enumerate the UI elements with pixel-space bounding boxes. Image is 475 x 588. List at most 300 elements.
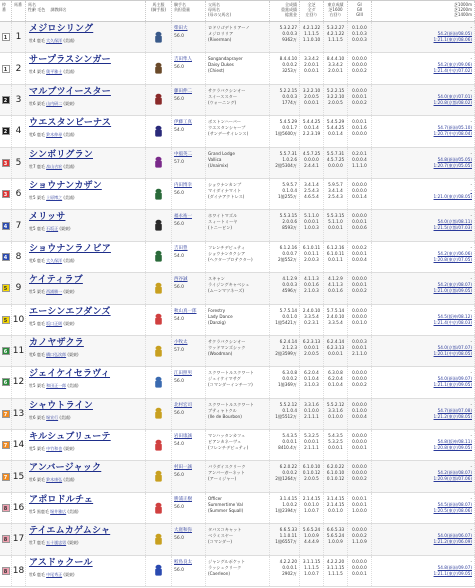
jockey-silks-icon <box>153 282 164 295</box>
surface-record-cell <box>300 53 324 83</box>
sire-name: Grand Lodge <box>208 150 235 156</box>
best-1400-link[interactable]: 1:20.8(東京/07.05) <box>433 256 472 262</box>
waku-badge: 8 <box>2 535 10 543</box>
best-1000: - <box>470 370 472 376</box>
g1-record: 0.0.0.0 <box>352 307 367 313</box>
best-1400-link[interactable]: 1:21.2(東京/08.05) <box>433 413 472 419</box>
best-time-cell <box>372 399 475 429</box>
horse-number: 6 <box>12 179 26 209</box>
trainer-link[interactable]: 奥平雅士 <box>46 69 63 75</box>
horse-name-cell <box>26 461 146 491</box>
header-pedigree <box>206 1 270 21</box>
best-1200-link[interactable]: 54.0(新潟/09.07) <box>437 376 472 382</box>
pedigree-cell <box>206 22 270 52</box>
pedigree-cell <box>206 148 270 178</box>
turf-record: 3.1.1.15 <box>302 558 321 564</box>
best-1400-link[interactable]: 1:20.8(京都/08.02) <box>433 99 472 105</box>
trainer-link[interactable]: 大久保洋 <box>46 257 63 263</box>
best-1200-link[interactable]: 54.7(新潟/07.08) <box>437 407 472 413</box>
trainer-region: (美浦) <box>63 163 75 169</box>
silks-cell <box>146 148 172 178</box>
horse-row <box>0 85 475 116</box>
course-record-cell <box>324 305 348 335</box>
header-ped-line3: (母の父馬名) <box>208 12 232 17</box>
header-rec-line2: 重賞成績 <box>281 7 297 12</box>
dirt-record: 1.0.0.9 <box>304 533 319 539</box>
total-earnings: 1億5600万 <box>275 131 297 137</box>
header-name-line1: 馬名 <box>28 2 36 7</box>
header-name-line2: 性齢 毛色 調教師名 <box>28 7 67 12</box>
grade-record-cell <box>348 305 372 335</box>
horse-number: 11 <box>12 336 26 366</box>
trainer-link[interactable]: 石坂正 <box>46 226 59 232</box>
horse-name-link[interactable]: メリッサ <box>29 212 66 223</box>
overall-record: 4.1.2.9 <box>282 276 297 282</box>
dam-name: Lady Dance <box>208 313 233 319</box>
left-turn-record: 2.1.0.3 <box>304 288 319 294</box>
best-1200-link[interactable]: 54.5(新潟/08.07) <box>437 501 472 507</box>
jockey-link[interactable]: 江田照男 <box>174 371 192 377</box>
turf-record: 5.3.2.5 <box>304 433 319 439</box>
course-record-cell <box>324 179 348 209</box>
best-time-cell <box>372 53 475 83</box>
right-turn-record: 2.5.4.3 <box>328 193 343 199</box>
jockey-cell <box>172 524 206 554</box>
graded-record: 0.1.0.4 <box>282 187 297 193</box>
jockey-link[interactable]: 鮫島良太 <box>174 559 192 565</box>
left-turn-record: 3.1.0.3 <box>304 382 319 388</box>
waku-badge: 3 <box>2 159 10 167</box>
horse-name-link[interactable]: キルシュブリューテ <box>29 432 111 443</box>
horse-sub-info <box>29 101 142 106</box>
jockey-link[interactable]: 吉田隼人 <box>174 57 192 63</box>
g1-record: 0.0.0.0 <box>352 56 367 62</box>
total-earnings: 3253万 <box>282 68 297 74</box>
damsire-name: (アーミジャー) <box>208 476 237 482</box>
surface-record-cell <box>300 305 324 335</box>
horse-name-link[interactable]: アスドゥクール <box>29 557 93 568</box>
turf1600-record: 5.4.4.25 <box>326 125 345 131</box>
best-1400-link[interactable]: 1:21.0(東京/08.05) <box>433 193 472 199</box>
horse-name-link[interactable]: ウエスタンビーナス <box>29 118 112 129</box>
best-time-cell <box>372 116 475 146</box>
header-name <box>26 1 146 21</box>
left-turn-record: 2.0.0.5 <box>304 476 319 482</box>
horse-name-link[interactable]: アンバージャック <box>29 463 102 474</box>
pedigree-cell <box>206 242 270 272</box>
header-ped-line1: 父馬名 <box>208 2 220 7</box>
course-record-cell <box>324 461 348 491</box>
course-record-cell <box>324 116 348 146</box>
jockey-silks-icon <box>153 502 164 515</box>
jockey-silks-icon <box>153 125 164 138</box>
best-1400-link[interactable]: 1:21.0(京都/09.05) <box>433 288 472 294</box>
damsire-name: (サンデーサイレンス) <box>208 131 249 137</box>
horse-sex-age-color: 牡6 栗毛 <box>29 477 45 483</box>
horse-row <box>0 242 475 273</box>
best-1200-link[interactable]: 54.2(新潟/08.05) <box>437 31 472 36</box>
best-1400-link[interactable]: 1:21.1(東京/09.05) <box>433 570 472 576</box>
jockey-link[interactable]: 柴田大 <box>174 26 188 31</box>
horse-number: 16 <box>12 493 26 523</box>
horse-number: 2 <box>12 53 26 83</box>
sire-name: Songandaprayer <box>208 56 243 62</box>
best-time-cell <box>372 242 475 272</box>
best-1200-link[interactable]: 54.8(阪神/08.11) <box>437 439 472 445</box>
best-1200-link[interactable]: 54.0(京都/07.07) <box>437 344 472 350</box>
turf-record: 5.1.1.0 <box>304 213 319 219</box>
silks-cell <box>146 336 172 366</box>
jockey-link[interactable]: 伊藤工真 <box>174 120 192 126</box>
header-surface <box>300 1 324 21</box>
carried-weight: 56.0 <box>174 410 185 416</box>
best-1200-link[interactable]: 54.8(新潟/05.05) <box>437 156 472 162</box>
trainer-link[interactable]: 鈴木伸尋 <box>46 132 63 138</box>
jockey-link[interactable]: 福永祐一 <box>174 214 192 220</box>
horse-name-link[interactable]: メジロシリング <box>29 24 94 34</box>
trainer-link[interactable]: 中竹和也 <box>46 446 63 452</box>
best-1200-link[interactable]: 54.7(新潟/05.10) <box>437 125 472 131</box>
g1-record: 0.0.0.0 <box>352 87 367 93</box>
overall-record: 6.6.5.33 <box>279 527 297 533</box>
graded-record: 1.0.2.6 <box>282 156 297 162</box>
horse-name-cell <box>26 367 146 397</box>
horse-sub-info <box>29 572 142 577</box>
best-1400-link[interactable]: 1:21.2(東京/06.09) <box>433 539 472 545</box>
dirt-record: 3.3.5.4 <box>304 313 319 319</box>
horse-name-link[interactable]: アポロドルチェ <box>29 494 94 505</box>
horse-name-link[interactable]: ショウナンカザン <box>29 180 102 191</box>
horse-name-link[interactable]: サープラスシンガー <box>29 55 111 66</box>
dirt-record: 2.0.0.5 <box>304 93 319 99</box>
jockey-link[interactable]: 村田一誠 <box>174 465 192 471</box>
jockey-link[interactable]: 大庭和弥 <box>174 528 192 534</box>
best-1200-link[interactable]: 54.0(京都/08.11) <box>437 219 472 225</box>
pedigree-cell <box>206 305 270 335</box>
jockey-cell <box>172 399 206 429</box>
turf-record: 3.2.2.10 <box>302 87 321 93</box>
horse-row <box>0 116 475 147</box>
jockey-cell <box>172 556 206 586</box>
waku-badge: 4 <box>2 222 10 230</box>
waku-badge: 8 <box>2 504 10 512</box>
best-1400-link[interactable]: 1:21.5(京都/07.03) <box>433 225 472 231</box>
waku-badge: 5 <box>2 284 10 292</box>
turf1600-record: 3.1.1.15 <box>326 564 345 570</box>
grade-record-cell <box>348 556 372 586</box>
jockey-cell <box>172 242 206 272</box>
best-1400-link[interactable]: 1:20.5(東京/08.06) <box>433 507 472 513</box>
horse-number: 5 <box>12 148 26 178</box>
turf1600-record: 6.2.0.4 <box>328 376 343 382</box>
best-1200-link[interactable]: 54.2(東京/06.06) <box>437 250 472 256</box>
left-turn-record: 4.6.5.4 <box>304 193 319 199</box>
horse-name-link[interactable]: カノヤザクラ <box>29 337 84 348</box>
dirt-record: 0.1.0.0 <box>304 407 319 413</box>
silks-cell <box>146 85 172 115</box>
graded-record: 0.0.0.3 <box>282 31 297 36</box>
overall-record-cell <box>270 210 300 240</box>
tokyo-record: 5.5.2.12 <box>326 401 345 407</box>
right-turn-record: 0.0.0.1 <box>328 350 343 356</box>
best-1400-link[interactable]: 1:21.1(東京/08.06) <box>433 37 472 42</box>
jockey-link[interactable]: 秋山真一郎 <box>174 308 197 314</box>
g1-record: 0.2.0.1 <box>352 150 367 156</box>
trainer-link[interactable]: 鈴木康弘 <box>46 477 63 483</box>
turf-record: 6.2.0.4 <box>304 370 319 376</box>
trainer-region: (栗東) <box>59 226 71 232</box>
trainer-link[interactable]: 堀宣行 <box>46 414 59 420</box>
jockey-link[interactable]: 中舘英二 <box>174 151 192 157</box>
best-1200-link[interactable]: 54.5(阪神/08.12) <box>437 313 472 319</box>
best-1000: - <box>470 119 472 125</box>
horse-name-link[interactable]: ショウナンラノビア <box>29 243 111 254</box>
surface-record-cell <box>300 273 324 303</box>
jockey-link[interactable]: 岩田康誠 <box>174 434 192 440</box>
waku-badge: 8 <box>2 567 10 575</box>
carried-weight: 56.0 <box>174 379 185 385</box>
waku-cell <box>0 179 12 209</box>
dam-name: ブティャトクル <box>208 407 237 413</box>
jockey-link[interactable]: 勝浦正樹 <box>174 496 192 502</box>
silks-cell <box>146 461 172 491</box>
trainer-link[interactable]: 上原博之 <box>46 194 63 200</box>
best-1200-link[interactable]: 54.2(新潟/08.07) <box>437 470 472 476</box>
sire-name: ホワイトマズル <box>208 213 238 219</box>
turf-record: 4.1.1.3 <box>304 276 319 282</box>
jockey-link[interactable]: 吉田豊 <box>174 245 188 251</box>
tokyo-record: 4.2.2.20 <box>326 558 345 564</box>
horse-sub-info <box>29 321 142 326</box>
sire-name: ジャングルポケット <box>208 558 246 564</box>
jockey-cell <box>172 210 206 240</box>
best-1200-link[interactable]: 54.8(新潟/09.07) <box>437 564 472 570</box>
g1-record: 0.0.0.3 <box>352 338 367 344</box>
best-1200-link[interactable]: 54.2(東京/08.07) <box>437 282 472 288</box>
silks-cell <box>146 179 172 209</box>
horse-name-cell <box>26 116 146 146</box>
trainer-link[interactable]: 中尾秀正 <box>46 571 63 577</box>
table-header <box>0 0 475 22</box>
dam-name: ラッシュクリーク <box>208 564 242 570</box>
trainer-link[interactable]: 坂口正則 <box>46 320 63 326</box>
surface-record-cell <box>300 336 324 366</box>
best-1400-link[interactable]: 1:20.1(中京/08.05) <box>433 350 472 356</box>
horse-row <box>0 179 475 210</box>
horse-name-link[interactable]: マルブツイースター <box>29 86 111 97</box>
horse-name-cell <box>26 430 146 460</box>
sire-name: バラダイスクリーク <box>208 464 246 470</box>
total-earnings: 2億5304万 <box>275 162 297 168</box>
trainer-link[interactable]: 堀井雅広 <box>50 508 67 514</box>
horse-name-link[interactable]: テイエムカゲムシャ <box>29 526 111 537</box>
horse-sex-age-color: 牝6 鹿毛 <box>29 257 45 263</box>
grade-record-cell <box>348 210 372 240</box>
trainer-link[interactable]: 橋口弘次郎 <box>46 351 67 357</box>
best-1200-link[interactable]: 54.2(東京/09.06) <box>437 62 472 68</box>
best-1000: - <box>470 401 472 407</box>
left-turn-record: 2.0.0.5 <box>304 350 319 356</box>
damsire-name: (Woodman) <box>208 350 233 356</box>
turf-record: 6.1.0.11 <box>302 244 321 250</box>
header-rec2-line2: 全ダ <box>307 7 316 12</box>
trainer-link[interactable]: 大久保洋 <box>46 38 63 43</box>
horse-name-cell <box>26 85 146 115</box>
jockey-link[interactable]: 北村宏司 <box>174 402 192 408</box>
header-course <box>324 1 348 21</box>
horse-sub-info <box>29 352 142 357</box>
g1-record: 0.0.0.0 <box>352 276 367 282</box>
g3-record: 0.0.0.2 <box>352 288 367 294</box>
total-earnings: 1億2394万 <box>275 507 297 513</box>
horse-row <box>0 53 475 84</box>
turf-record: 3.3.1.6 <box>304 401 319 407</box>
horse-name-link[interactable]: シンボリグラン <box>29 149 93 160</box>
header-best-line1: 芝1000m <box>453 2 472 7</box>
header-waku: 枠番 <box>0 1 12 21</box>
g3-record: 1.1.0.9 <box>352 539 367 545</box>
course-record-cell <box>324 430 348 460</box>
dam-name: ジェイケイマサグ <box>208 376 241 382</box>
best-1400-link[interactable]: 1:21.1(東京/09.05) <box>433 382 472 388</box>
jockey-link[interactable]: 藤田伸二 <box>174 88 192 94</box>
best-1200-link[interactable]: - <box>470 187 472 193</box>
horse-name-link[interactable]: ケイティラブ <box>29 275 83 286</box>
trainer-link[interactable]: 和田正一郎 <box>46 383 67 389</box>
course-record-cell <box>324 53 348 83</box>
turf1600-record: 6.1.0.10 <box>326 470 345 476</box>
grade-record-cell <box>348 148 372 178</box>
trainer-link[interactable]: 畠山吉宏 <box>46 163 63 169</box>
table-body <box>0 22 475 587</box>
jockey-link[interactable]: 内田博幸 <box>174 182 192 188</box>
right-turn-record: 0.0.0.1 <box>328 225 343 231</box>
sire-name: マンハッタンカフェ <box>208 433 246 439</box>
horse-sex-age-color: 牡6 鹿毛 <box>29 571 45 577</box>
horse-row <box>0 556 475 587</box>
left-turn-record: 2.0.0.3 <box>304 256 319 262</box>
jockey-silks-icon <box>153 31 164 44</box>
waku-badge: 7 <box>2 441 10 449</box>
horse-number: 18 <box>12 556 26 586</box>
grade-record-cell <box>348 22 372 52</box>
dam-name: Vallica <box>208 156 222 162</box>
course-record-cell <box>324 336 348 366</box>
best-time-cell <box>372 556 475 586</box>
horse-name-link[interactable]: エーシンエフダンズ <box>29 306 111 317</box>
horse-row <box>0 336 475 367</box>
pedigree-cell <box>206 85 270 115</box>
g3-record: 0.0.0.2 <box>352 68 367 74</box>
right-turn-record: 0.0.0.1 <box>328 445 343 451</box>
overall-record-cell <box>270 305 300 335</box>
jockey-cell <box>172 22 206 52</box>
trainer-link[interactable]: 五十嵐忠男 <box>46 540 67 546</box>
overall-record: 5.4.3.5 <box>282 433 297 439</box>
best-1200-link[interactable]: 54.0(東京/07.01) <box>437 93 472 99</box>
grade-record-cell <box>348 461 372 491</box>
horse-sex-age-color: 牡4 鹿毛 <box>29 38 45 43</box>
horse-name-link[interactable]: シャウトライン <box>29 400 93 411</box>
header-jockey-line1: 騎手名 <box>174 2 186 7</box>
horse-number: 17 <box>12 524 26 554</box>
jockey-cell <box>172 305 206 335</box>
graded-record: 2.0.0.6 <box>282 219 297 225</box>
sire-name: サクラバクシンオー <box>208 87 246 93</box>
header-icon-line1: 馬主服 <box>152 2 165 7</box>
jockey-link[interactable]: 西谷誠 <box>174 277 188 283</box>
total-earnings: 1億5421万 <box>275 319 297 325</box>
tokyo-record: 3.1.4.15 <box>326 495 345 501</box>
best-1200-link[interactable]: 54.0(新潟/06.07) <box>437 533 472 539</box>
trainer-region: (栗東) <box>63 571 75 577</box>
pedigree-cell <box>206 210 270 240</box>
header-rec3-line2: 芝1600 <box>328 7 343 12</box>
turf-record: 2.4.0.10 <box>302 307 321 313</box>
jockey-silks-icon <box>153 156 164 169</box>
best-time-cell <box>372 493 475 523</box>
sire-name: Officer <box>208 495 222 501</box>
graded-record: 0.0.0.1 <box>282 564 297 570</box>
waku-badge: 1 <box>2 33 10 41</box>
header-ped-line2: 母馬名 <box>208 7 220 12</box>
trainer-region: (美浦) <box>67 508 79 514</box>
jockey-cell <box>172 367 206 397</box>
best-1400-link[interactable]: 1:20.7(東京/05.05) <box>433 162 472 168</box>
trainer-link[interactable]: 西浦勝一 <box>46 289 63 295</box>
damsire-name: (コマンダーインチーフ) <box>208 382 253 388</box>
surface-record-cell <box>300 242 324 272</box>
best-1400-link[interactable]: 1:21.4(中京/07.02) <box>433 68 472 74</box>
graded-record: 0.0.1.0 <box>282 313 297 319</box>
overall-record: 5.7.5.14 <box>279 307 297 313</box>
waku-cell <box>0 556 12 586</box>
jockey-cell <box>172 273 206 303</box>
total-earnings: 8410.4万 <box>278 445 297 451</box>
horse-sub-info <box>29 69 142 74</box>
jockey-cell <box>172 85 206 115</box>
best-1400-link[interactable]: 1:20.7(中京/08.04) <box>433 131 472 137</box>
header-record <box>270 1 300 21</box>
horse-row <box>0 148 475 179</box>
g2-record: 0.0.0.1 <box>352 219 367 225</box>
jockey-link[interactable]: 小牧太 <box>174 339 188 345</box>
waku-badge: 6 <box>2 378 10 386</box>
horse-name-link[interactable]: ジェイケイセラヴィ <box>29 369 111 380</box>
waku-cell <box>0 493 12 523</box>
right-turn-record: 2.0.0.5 <box>328 99 343 105</box>
turf1600-record: 5.3.2.5 <box>328 439 343 445</box>
right-turn-record: 0.0.1.4 <box>328 131 343 137</box>
best-1400-link[interactable]: 1:20.8(東京/09.05) <box>433 445 472 451</box>
horse-sub-info <box>29 132 142 137</box>
best-1400-link[interactable]: 1:21.4(中京/08.03) <box>433 319 472 325</box>
header-rec2-line3: 左回り <box>305 12 318 17</box>
g3-record: 0.0.0.2 <box>352 99 367 105</box>
right-turn-record: 1.1.1.5 <box>328 570 343 576</box>
total-earnings: 1億369万 <box>277 382 297 388</box>
horse-row <box>0 210 475 241</box>
total-earnings: 8593万 <box>282 225 297 231</box>
damsire-name: (Riverman) <box>208 37 232 42</box>
best-1400-link[interactable]: 1:20.9(京都/07.06) <box>433 476 472 482</box>
sire-name: スクワートルスクワート <box>208 370 254 376</box>
waku-cell <box>0 336 12 366</box>
trainer-link[interactable]: 山内研二 <box>46 100 63 106</box>
tokyo-record: 6.2.0.22 <box>326 464 345 470</box>
surface-record-cell <box>300 556 324 586</box>
g3-record: 0.0.0.4 <box>352 256 367 262</box>
